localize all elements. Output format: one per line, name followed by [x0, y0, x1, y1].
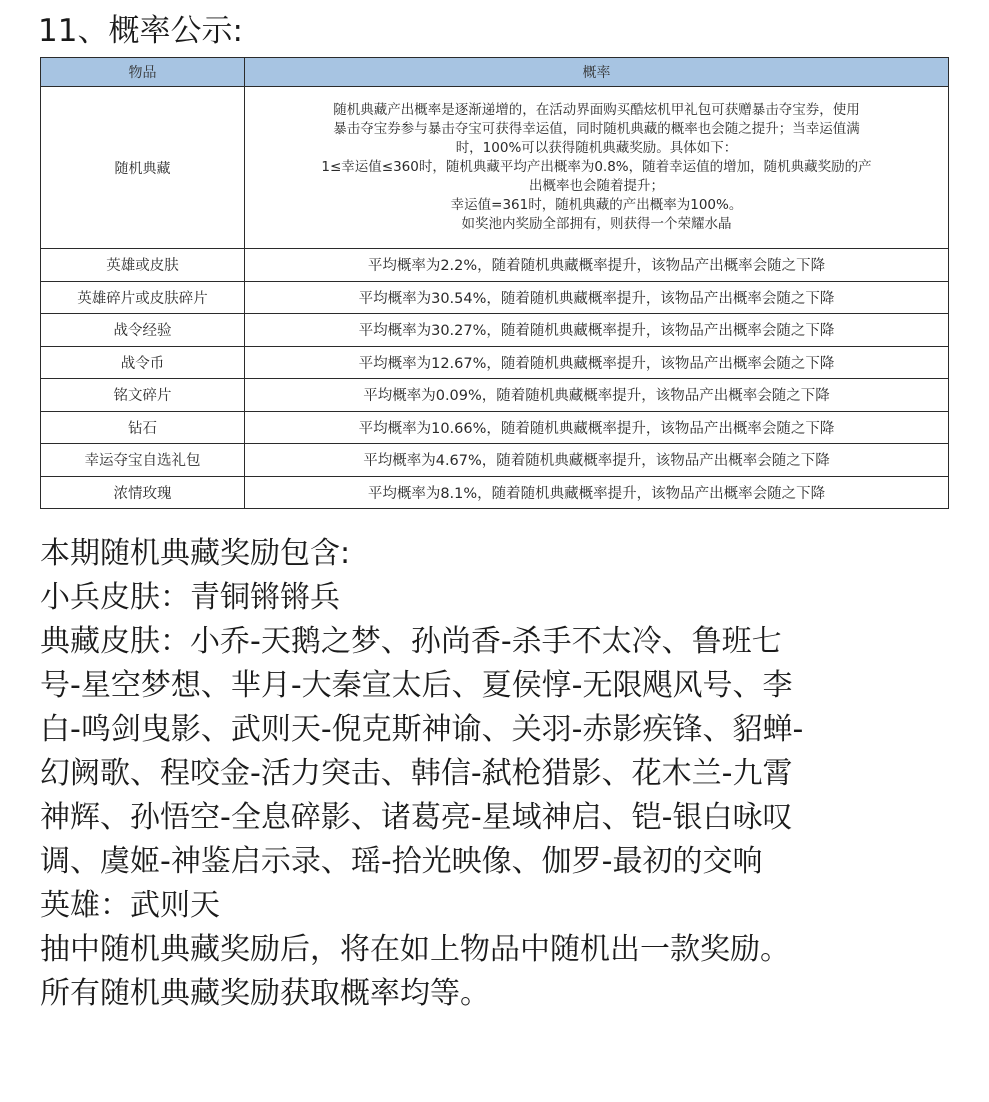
- collection-skins-line: 神辉、孙悟空-全息碎影、诸葛亮-星域神启、铠-银白咏叹: [40, 800, 793, 835]
- description-line: 随机典藏产出概率是逐渐递增的，在活动界面购买酷炫机甲礼包可获赠暴击夺宝券，使用: [333, 102, 860, 118]
- collection-skins-line: 调、虞姬-神鉴启示录、瑶-拾光映像、伽罗-最初的交响: [40, 844, 763, 879]
- probability-cell: 平均概率为12.67%，随着随机典藏概率提升，该物品产出概率会随之下降: [245, 346, 949, 379]
- minion-skin-line: 小兵皮肤：青铜锵锵兵: [40, 580, 340, 615]
- probability-description: [245, 87, 949, 249]
- header-probability: 概率: [245, 58, 949, 87]
- description-line: 时，100%可以获得随机典藏奖励。具体如下：: [455, 140, 738, 156]
- probability-cell: 平均概率为8.1%，随着随机典藏概率提升，该物品产出概率会随之下降: [245, 476, 949, 509]
- item-cell: 随机典藏: [41, 87, 245, 249]
- item-cell: 铭文碎片: [41, 379, 245, 412]
- probability-cell: 平均概率为2.2%，随着随机典藏概率提升，该物品产出概率会随之下降: [245, 249, 949, 282]
- description-line: 暴击夺宝券参与暴击夺宝可获得幸运值，同时随机典藏的概率也会随之提升；当幸运值满: [333, 121, 860, 137]
- table-row: [41, 379, 949, 412]
- description-line: 如奖池内奖励全部拥有，则获得一个荣耀水晶: [461, 216, 732, 232]
- table-row: [41, 346, 949, 379]
- table-row: [41, 314, 949, 347]
- page-title: 11、概率公示:: [38, 13, 243, 49]
- description-line: 幸运值=361时，随机典藏的产出概率为100%。: [450, 197, 743, 213]
- table-row: [41, 444, 949, 477]
- item-cell: 战令币: [41, 346, 245, 379]
- probability-cell: 平均概率为4.67%，随着随机典藏概率提升，该物品产出概率会随之下降: [245, 444, 949, 477]
- table-header-row: [41, 58, 949, 87]
- reward-description: [40, 532, 940, 1016]
- table-row: [41, 249, 949, 282]
- reward-section-title: 本期随机典藏奖励包含:: [40, 536, 351, 571]
- item-cell: 浓情玫瑰: [41, 476, 245, 509]
- hero-line: 英雄：武则天: [40, 888, 220, 923]
- item-cell: 战令经验: [41, 314, 245, 347]
- table-row: [41, 411, 949, 444]
- probability-cell: 平均概率为10.66%，随着随机典藏概率提升，该物品产出概率会随之下降: [245, 411, 949, 444]
- item-cell: 英雄或皮肤: [41, 249, 245, 282]
- collection-skins-line: 幻阙歌、程咬金-活力突击、韩信-弑枪猎影、花木兰-九霄: [40, 756, 793, 791]
- rule-line: 抽中随机典藏奖励后，将在如上物品中随机出一款奖励。: [40, 932, 790, 967]
- probability-table: [40, 57, 949, 509]
- description-line: 1≤幸运值≤360时，随机典藏平均产出概率为0.8%，随着幸运值的增加，随机典藏奖励的产: [321, 159, 872, 175]
- description-line: 出概率也会随着提升；: [529, 178, 664, 194]
- table-row: [41, 476, 949, 509]
- collection-skins-line: 号-星空梦想、芈月-大秦宣太后、夏侯惇-无限飓风号、李: [40, 668, 793, 703]
- item-cell: 英雄碎片或皮肤碎片: [41, 281, 245, 314]
- collection-skins-line: 典藏皮肤：小乔-天鹅之梦、孙尚香-杀手不太冷、鲁班七: [40, 624, 782, 659]
- probability-cell: 平均概率为0.09%，随着随机典藏概率提升，该物品产出概率会随之下降: [245, 379, 949, 412]
- probability-cell: 平均概率为30.54%，随着随机典藏概率提升，该物品产出概率会随之下降: [245, 281, 949, 314]
- item-cell: 幸运夺宝自选礼包: [41, 444, 245, 477]
- item-cell: 钻石: [41, 411, 245, 444]
- collection-skins-line: 白-鸣剑曳影、武则天-倪克斯神谕、关羽-赤影疾锋、貂蝉-: [40, 712, 804, 747]
- header-item: 物品: [41, 58, 245, 87]
- probability-cell: 平均概率为30.27%，随着随机典藏概率提升，该物品产出概率会随之下降: [245, 314, 949, 347]
- rule-line: 所有随机典藏奖励获取概率均等。: [40, 976, 490, 1011]
- table-row: [41, 87, 949, 249]
- table-row: [41, 281, 949, 314]
